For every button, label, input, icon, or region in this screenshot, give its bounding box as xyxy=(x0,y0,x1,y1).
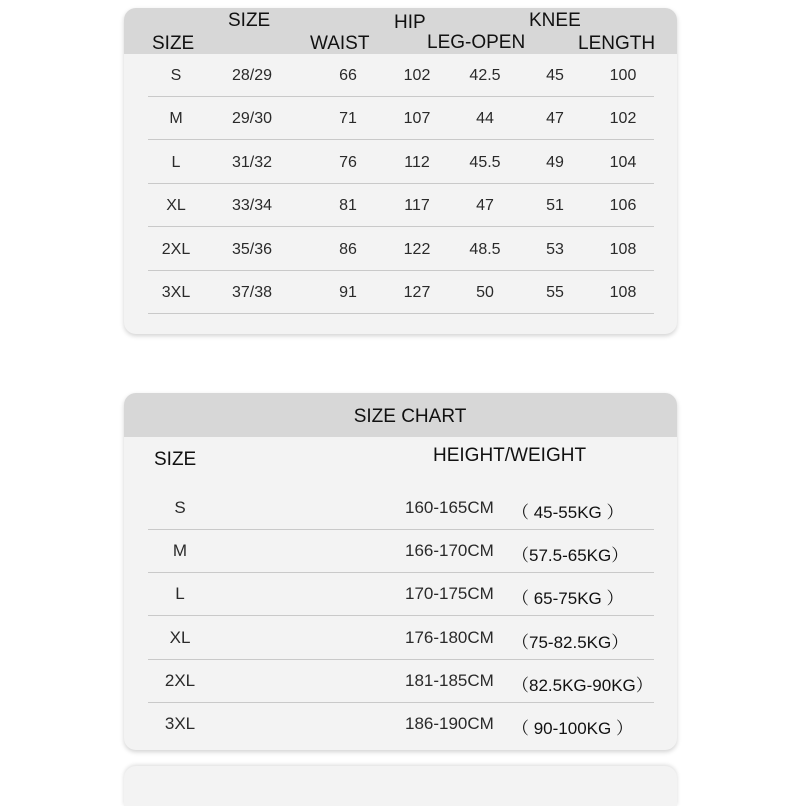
cell-leg-open: 50 xyxy=(476,284,494,301)
cell-size: 2XL xyxy=(164,670,196,690)
cell-waist: 81 xyxy=(339,197,357,215)
cell-size2: 28/29 xyxy=(231,67,273,84)
cell-height: 176-180CM xyxy=(405,627,494,647)
cell-size: XL xyxy=(166,197,186,215)
header-knee: KNEE xyxy=(529,10,581,31)
cell-waist: 71 xyxy=(339,110,357,128)
cell-weight: （57.5-65KG） xyxy=(512,546,629,566)
cell-hip: 107 xyxy=(403,110,431,128)
size-chart-title: SIZE CHART xyxy=(353,406,467,427)
cell-size: L xyxy=(171,153,181,171)
cell-leg-open: 42.5 xyxy=(469,67,501,84)
cell-weight: （ 45-55KG ） xyxy=(512,503,624,522)
cell-hip: 102 xyxy=(403,67,431,84)
cell-size: 3XL xyxy=(164,714,196,733)
cell-length: 106 xyxy=(609,197,637,215)
cell-waist: 86 xyxy=(339,240,357,258)
cell-weight: （ 65-75KG ） xyxy=(512,589,624,609)
cell-leg-open: 47 xyxy=(476,197,494,215)
cell-size: M xyxy=(172,541,188,561)
cell-size: 3XL xyxy=(161,284,191,301)
row-divider xyxy=(148,96,654,97)
row-divider xyxy=(148,529,654,530)
cell-knee: 51 xyxy=(546,197,564,215)
cell-height: 170-175CM xyxy=(405,584,494,604)
cell-height: 160-165CM xyxy=(405,498,494,517)
cell-waist: 76 xyxy=(339,153,357,171)
cell-hip: 122 xyxy=(403,240,431,258)
header-length: LENGTH xyxy=(578,33,656,54)
cell-size: M xyxy=(169,110,183,128)
header-size: SIZE xyxy=(152,33,195,54)
cell-size2: 35/36 xyxy=(231,240,273,258)
cell-length: 108 xyxy=(609,240,637,258)
cell-size2: 29/30 xyxy=(231,110,273,128)
header-hip: HIP xyxy=(394,12,426,33)
cell-hip: 112 xyxy=(404,153,430,171)
cell-knee: 49 xyxy=(546,153,564,171)
cell-size: 2XL xyxy=(161,240,191,258)
row-divider xyxy=(148,270,654,271)
row-divider xyxy=(148,659,654,660)
cell-size2: 37/38 xyxy=(231,284,273,301)
next-card-edge xyxy=(124,766,677,806)
cell-length: 102 xyxy=(609,110,637,128)
cell-size2: 33/34 xyxy=(231,197,273,215)
row-divider xyxy=(148,139,654,140)
cell-leg-open: 44 xyxy=(476,110,494,128)
header-size: SIZE xyxy=(154,449,197,470)
cell-weight: （82.5KG-90KG） xyxy=(512,675,653,695)
cell-length: 108 xyxy=(609,284,637,301)
header-waist: WAIST xyxy=(310,33,370,54)
cell-waist: 91 xyxy=(339,284,357,301)
cell-height: 166-170CM xyxy=(405,541,494,561)
cell-waist: 66 xyxy=(339,67,357,84)
cell-leg-open: 48.5 xyxy=(469,240,501,258)
row-divider xyxy=(148,183,654,184)
row-divider xyxy=(148,572,654,573)
cell-leg-open: 45.5 xyxy=(469,153,501,171)
cell-height: 181-185CM xyxy=(405,670,494,690)
row-divider xyxy=(148,313,654,314)
cell-weight: （ 90-100KG ） xyxy=(512,719,633,738)
cell-weight: （75-82.5KG） xyxy=(512,632,629,652)
cell-size: S xyxy=(174,498,186,517)
cell-size: L xyxy=(175,584,185,604)
cell-height: 186-190CM xyxy=(405,714,494,733)
row-divider xyxy=(148,615,654,616)
header-size-number: SIZE xyxy=(228,10,271,31)
header-leg-open: LEG-OPEN xyxy=(427,32,526,53)
cell-knee: 55 xyxy=(546,284,564,301)
cell-knee: 53 xyxy=(546,240,564,258)
cell-size: S xyxy=(170,67,182,84)
header-height-weight: HEIGHT/WEIGHT xyxy=(433,445,587,466)
row-divider xyxy=(148,702,654,703)
cell-knee: 45 xyxy=(546,67,564,84)
size-chart-card xyxy=(124,393,677,750)
cell-length: 104 xyxy=(609,153,637,171)
cell-hip: 117 xyxy=(404,197,430,215)
cell-hip: 127 xyxy=(403,284,431,301)
cell-size: XL xyxy=(169,627,191,647)
measurement-table-card xyxy=(124,8,677,334)
cell-length: 100 xyxy=(609,67,637,84)
row-divider xyxy=(148,226,654,227)
cell-size2: 31/32 xyxy=(231,153,273,171)
cell-knee: 47 xyxy=(546,110,564,128)
